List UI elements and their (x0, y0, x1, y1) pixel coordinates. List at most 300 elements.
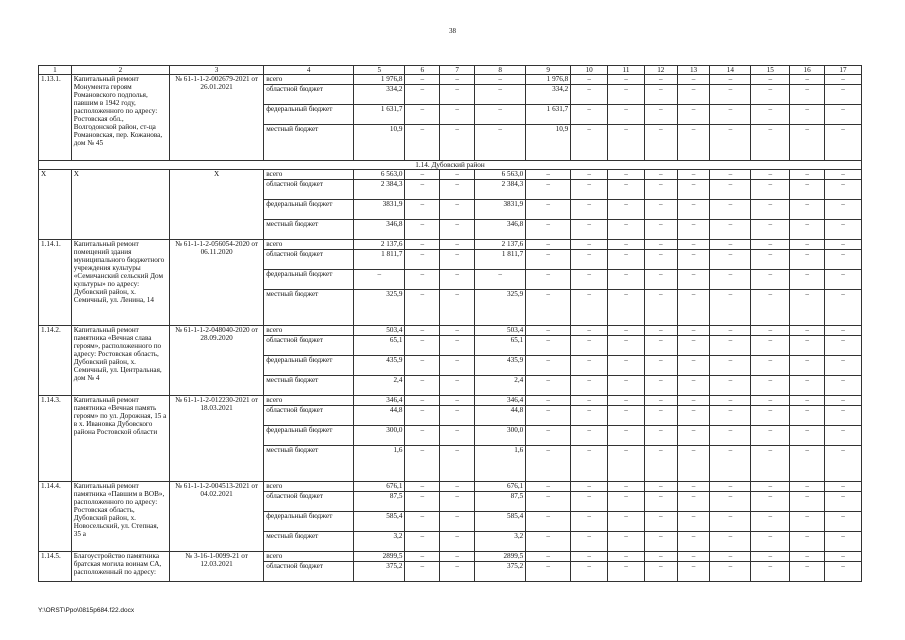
header-row (39, 66, 862, 75)
amount-cell: – (825, 270, 862, 290)
amount-cell: – (644, 85, 677, 105)
amount-cell: – (677, 336, 710, 356)
amount-cell: – (644, 270, 677, 290)
amount-cell: 10,9 (526, 125, 571, 161)
amount-cell: – (677, 125, 710, 161)
amount-cell: – (608, 290, 645, 326)
row-index: 1.14.3. (39, 396, 72, 482)
amount-cell: – (677, 356, 710, 376)
amount-cell: – (751, 492, 790, 512)
amount-cell: – (608, 406, 645, 426)
amount-cell: 3,2 (354, 532, 405, 552)
amount-cell: – (440, 492, 475, 512)
budget-source-label: федеральный бюджет (264, 426, 354, 446)
amount-cell: – (608, 75, 645, 85)
amount-cell: – (710, 446, 751, 482)
amount-cell: – (644, 105, 677, 125)
amount-cell: – (710, 406, 751, 426)
section-row (39, 161, 862, 170)
amount-cell: – (644, 170, 677, 180)
amount-cell: – (405, 105, 440, 125)
amount-cell: – (751, 426, 790, 446)
amount-cell: – (405, 482, 440, 492)
amount-cell: – (405, 492, 440, 512)
amount-cell: – (608, 492, 645, 512)
amount-cell: – (608, 250, 645, 270)
amount-cell: – (608, 552, 645, 562)
amount-cell: – (440, 170, 475, 180)
amount-cell: 325,9 (354, 290, 405, 326)
amount-cell: – (526, 492, 571, 512)
amount-cell: – (526, 446, 571, 482)
amount-cell: – (440, 290, 475, 326)
amount-cell: – (405, 270, 440, 290)
amount-cell: – (710, 336, 751, 356)
budget-source-label: федеральный бюджет (264, 356, 354, 376)
amount-cell: – (571, 406, 608, 426)
amount-cell: – (644, 200, 677, 220)
amount-cell: – (677, 446, 710, 482)
column-header: 9 (526, 66, 571, 75)
column-header: 15 (751, 66, 790, 75)
budget-source-label: всего (264, 552, 354, 562)
amount-cell: – (644, 492, 677, 512)
amount-cell: – (790, 290, 825, 326)
amount-cell: – (405, 512, 440, 532)
amount-cell: – (571, 200, 608, 220)
amount-cell: – (440, 85, 475, 105)
amount-cell: 334,2 (526, 85, 571, 105)
amount-cell: – (825, 250, 862, 270)
amount-cell: – (571, 356, 608, 376)
amount-cell: – (825, 326, 862, 336)
amount-cell: – (405, 406, 440, 426)
amount-cell: – (571, 512, 608, 532)
amount-cell: – (608, 240, 645, 250)
amount-cell: – (790, 512, 825, 532)
amount-cell: – (440, 336, 475, 356)
budget-source-label: областной бюджет (264, 250, 354, 270)
amount-cell: – (710, 356, 751, 376)
amount-cell: – (405, 170, 440, 180)
budget-source-label: всего (264, 326, 354, 336)
amount-cell: – (644, 356, 677, 376)
budget-source-label: областной бюджет (264, 492, 354, 512)
budget-source-label: федеральный бюджет (264, 200, 354, 220)
amount-cell: – (644, 512, 677, 532)
amount-cell: – (440, 250, 475, 270)
amount-cell: – (571, 170, 608, 180)
amount-cell: – (405, 376, 440, 396)
amount-cell: – (571, 326, 608, 336)
amount-cell: – (751, 200, 790, 220)
amount-cell: – (751, 270, 790, 290)
amount-cell: – (751, 105, 790, 125)
amount-cell: – (710, 290, 751, 326)
amount-cell: – (825, 170, 862, 180)
amount-cell: 2 137,6 (354, 240, 405, 250)
amount-cell: – (475, 270, 526, 290)
amount-cell: – (710, 512, 751, 532)
amount-cell: – (825, 376, 862, 396)
amount-cell: 676,1 (475, 482, 526, 492)
amount-cell: – (526, 482, 571, 492)
amount-cell: 2 384,3 (475, 180, 526, 200)
amount-cell: – (751, 240, 790, 250)
amount-cell: – (751, 180, 790, 200)
amount-cell: – (790, 105, 825, 125)
object-description: Капитальный ремонт памятника «Вечная слава героям», расположенного по адресу: Ростовская область, Дубовский район, х. Семичный, ул. Центральная, дом № 4 (71, 326, 169, 396)
amount-cell: – (751, 482, 790, 492)
amount-cell: – (677, 75, 710, 85)
budget-source-label: местный бюджет (264, 376, 354, 396)
amount-cell: – (677, 170, 710, 180)
amount-cell: – (825, 406, 862, 426)
amount-cell: – (751, 552, 790, 562)
amount-cell: – (571, 220, 608, 240)
amount-cell: – (440, 426, 475, 446)
amount-cell: 435,9 (354, 356, 405, 376)
expertise-conclusion: Х (170, 170, 264, 240)
amount-cell: – (790, 492, 825, 512)
budget-source-label: всего (264, 170, 354, 180)
amount-cell: – (526, 250, 571, 270)
budget-source-label: областной бюджет (264, 406, 354, 426)
amount-cell: – (440, 326, 475, 336)
amount-cell: – (825, 446, 862, 482)
amount-cell: 3,2 (475, 532, 526, 552)
amount-cell: – (608, 356, 645, 376)
amount-cell: – (526, 356, 571, 376)
amount-cell: – (825, 200, 862, 220)
amount-cell: 44,8 (354, 406, 405, 426)
amount-cell: – (677, 326, 710, 336)
budget-source-label: областной бюджет (264, 336, 354, 356)
budget-source-label: местный бюджет (264, 532, 354, 552)
amount-cell: – (644, 446, 677, 482)
amount-cell: – (825, 75, 862, 85)
column-header: 6 (405, 66, 440, 75)
amount-cell: – (571, 562, 608, 582)
amount-cell: – (710, 220, 751, 240)
amount-cell: – (644, 426, 677, 446)
amount-cell: – (475, 75, 526, 85)
amount-cell: – (608, 85, 645, 105)
expertise-conclusion: № 61-1-1-2-012230-2021 от 18.03.2021 (170, 396, 264, 482)
amount-cell: – (571, 85, 608, 105)
section-title: 1.14. Дубовский район (39, 161, 862, 170)
amount-cell: – (677, 180, 710, 200)
budget-source-label: местный бюджет (264, 125, 354, 161)
amount-cell: 334,2 (354, 85, 405, 105)
amount-cell: – (608, 482, 645, 492)
amount-cell: – (526, 512, 571, 532)
amount-cell: – (440, 552, 475, 562)
column-header: 5 (354, 66, 405, 75)
amount-cell: – (751, 170, 790, 180)
amount-cell: – (644, 125, 677, 161)
amount-cell: – (790, 200, 825, 220)
amount-cell: 325,9 (475, 290, 526, 326)
amount-cell: – (710, 270, 751, 290)
amount-cell: 375,2 (475, 562, 526, 582)
amount-cell: – (354, 270, 405, 290)
amount-cell: 503,4 (354, 326, 405, 336)
amount-cell: – (405, 180, 440, 200)
budget-source-label: федеральный бюджет (264, 270, 354, 290)
amount-cell: – (644, 250, 677, 270)
amount-cell: – (677, 482, 710, 492)
amount-cell: 1,6 (354, 446, 405, 482)
column-header: 1 (39, 66, 72, 75)
column-header: 2 (71, 66, 169, 75)
amount-cell: – (608, 562, 645, 582)
amount-cell: – (677, 512, 710, 532)
amount-cell: 6 563,0 (354, 170, 405, 180)
amount-cell: – (608, 200, 645, 220)
amount-cell: – (790, 250, 825, 270)
amount-cell: – (825, 336, 862, 356)
amount-cell: 1 811,7 (475, 250, 526, 270)
amount-cell: – (526, 562, 571, 582)
amount-cell: – (440, 532, 475, 552)
budget-source-label: всего (264, 240, 354, 250)
amount-cell: – (710, 105, 751, 125)
amount-cell: 3831,9 (354, 200, 405, 220)
object-description: Капитальный ремонт памятника «Павшим в ВОВ», расположенного по адресу: Ростовская область, Дубовский район, х. Новосельский, ул. Степная, 35 а (71, 482, 169, 552)
amount-cell: – (608, 326, 645, 336)
row-index: 1.14.1. (39, 240, 72, 326)
amount-cell: 346,8 (475, 220, 526, 240)
amount-cell: 2899,5 (475, 552, 526, 562)
column-header: 4 (264, 66, 354, 75)
amount-cell: – (405, 85, 440, 105)
column-header: 12 (644, 66, 677, 75)
amount-cell: – (405, 200, 440, 220)
row-index: 1.14.5. (39, 552, 72, 582)
amount-cell: 676,1 (354, 482, 405, 492)
amount-cell: – (790, 376, 825, 396)
amount-cell: – (825, 426, 862, 446)
amount-cell: – (526, 532, 571, 552)
amount-cell: – (440, 75, 475, 85)
amount-cell: – (405, 356, 440, 376)
amount-cell: – (571, 336, 608, 356)
amount-cell: – (677, 532, 710, 552)
amount-cell: – (405, 336, 440, 356)
budget-source-label: областной бюджет (264, 562, 354, 582)
amount-cell: – (608, 125, 645, 161)
amount-cell: – (710, 180, 751, 200)
amount-cell: – (751, 562, 790, 582)
amount-cell: – (751, 406, 790, 426)
amount-cell: – (571, 376, 608, 396)
amount-cell: – (825, 396, 862, 406)
column-header: 14 (710, 66, 751, 75)
amount-cell: – (571, 492, 608, 512)
amount-cell: – (608, 376, 645, 396)
amount-cell: – (405, 290, 440, 326)
amount-cell: 1 631,7 (526, 105, 571, 125)
row-index: 1.13.1. (39, 75, 72, 161)
amount-cell: 44,8 (475, 406, 526, 426)
amount-cell: – (571, 290, 608, 326)
amount-cell: – (475, 125, 526, 161)
amount-cell: – (440, 270, 475, 290)
column-header: 10 (571, 66, 608, 75)
amount-cell: – (405, 426, 440, 446)
amount-cell: – (825, 562, 862, 582)
table-row (39, 552, 862, 562)
amount-cell: – (526, 552, 571, 562)
amount-cell: – (608, 396, 645, 406)
amount-cell: – (710, 75, 751, 85)
amount-cell: – (677, 240, 710, 250)
amount-cell: – (440, 562, 475, 582)
amount-cell: – (526, 426, 571, 446)
amount-cell: – (790, 170, 825, 180)
object-description: Х (71, 170, 169, 240)
amount-cell: – (440, 446, 475, 482)
amount-cell: – (710, 426, 751, 446)
budget-source-label: местный бюджет (264, 220, 354, 240)
amount-cell: – (751, 512, 790, 532)
amount-cell: – (677, 492, 710, 512)
amount-cell: 503,4 (475, 326, 526, 336)
amount-cell: – (790, 406, 825, 426)
amount-cell: – (571, 532, 608, 552)
amount-cell: – (405, 552, 440, 562)
expertise-conclusion: № 61-1-1-2-002679-2021 от 26.01.2021 (170, 75, 264, 161)
row-index: Х (39, 170, 72, 240)
amount-cell: 1 811,7 (354, 250, 405, 270)
amount-cell: – (751, 356, 790, 376)
amount-cell: – (710, 85, 751, 105)
amount-cell: – (677, 200, 710, 220)
amount-cell: – (526, 240, 571, 250)
amount-cell: – (644, 552, 677, 562)
file-path-footer: Y:\ORST\Ppo\0815p684.f22.docx (38, 607, 135, 614)
budget-source-label: областной бюджет (264, 180, 354, 200)
amount-cell: – (571, 396, 608, 406)
amount-cell: – (825, 492, 862, 512)
amount-cell: 346,4 (354, 396, 405, 406)
amount-cell: – (644, 532, 677, 552)
amount-cell: – (405, 240, 440, 250)
amount-cell: – (440, 356, 475, 376)
amount-cell: – (751, 250, 790, 270)
amount-cell: 375,2 (354, 562, 405, 582)
amount-cell: – (440, 105, 475, 125)
amount-cell: – (790, 85, 825, 105)
amount-cell: – (608, 170, 645, 180)
amount-cell: – (571, 240, 608, 250)
amount-cell: – (790, 220, 825, 240)
amount-cell: – (526, 270, 571, 290)
table-row (39, 482, 862, 492)
amount-cell: 1,6 (475, 446, 526, 482)
budget-source-label: федеральный бюджет (264, 105, 354, 125)
amount-cell: – (710, 326, 751, 336)
amount-cell: 87,5 (354, 492, 405, 512)
amount-cell: – (790, 532, 825, 552)
amount-cell: – (405, 446, 440, 482)
amount-cell: – (608, 220, 645, 240)
amount-cell: – (405, 220, 440, 240)
amount-cell: 346,8 (354, 220, 405, 240)
amount-cell: – (677, 270, 710, 290)
column-header: 11 (608, 66, 645, 75)
amount-cell: – (790, 180, 825, 200)
amount-cell: – (571, 552, 608, 562)
page-number: 38 (449, 27, 456, 35)
amount-cell: – (825, 220, 862, 240)
column-header: 16 (790, 66, 825, 75)
amount-cell: 10,9 (354, 125, 405, 161)
amount-cell: – (475, 105, 526, 125)
amount-cell: – (644, 336, 677, 356)
amount-cell: – (526, 336, 571, 356)
amount-cell: – (710, 552, 751, 562)
amount-cell: 65,1 (354, 336, 405, 356)
amount-cell: – (608, 512, 645, 532)
amount-cell: – (571, 270, 608, 290)
amount-cell: – (440, 220, 475, 240)
amount-cell: – (677, 220, 710, 240)
row-index: 1.14.4. (39, 482, 72, 552)
amount-cell: – (440, 240, 475, 250)
amount-cell: – (790, 326, 825, 336)
amount-cell: – (710, 240, 751, 250)
amount-cell: – (677, 376, 710, 396)
amount-cell: – (790, 552, 825, 562)
amount-cell: – (644, 482, 677, 492)
amount-cell: – (644, 180, 677, 200)
amount-cell: – (526, 290, 571, 326)
amount-cell: – (405, 532, 440, 552)
amount-cell: 1 976,8 (354, 75, 405, 85)
amount-cell: – (475, 85, 526, 105)
amount-cell: – (405, 75, 440, 85)
amount-cell: – (710, 562, 751, 582)
amount-cell: – (608, 105, 645, 125)
amount-cell: 300,0 (354, 426, 405, 446)
column-header: 8 (475, 66, 526, 75)
amount-cell: – (644, 220, 677, 240)
amount-cell: – (440, 482, 475, 492)
amount-cell: – (440, 125, 475, 161)
amount-cell: – (751, 532, 790, 552)
amount-cell: – (790, 396, 825, 406)
amount-cell: 346,4 (475, 396, 526, 406)
expertise-conclusion: № 61-1-1-2-004513-2021 от 04.02.2021 (170, 482, 264, 552)
amount-cell: – (644, 562, 677, 582)
amount-cell: 87,5 (475, 492, 526, 512)
amount-cell: – (677, 105, 710, 125)
amount-cell: – (644, 290, 677, 326)
amount-cell: 300,0 (475, 426, 526, 446)
amount-cell: – (526, 170, 571, 180)
table-row (39, 170, 862, 180)
amount-cell: – (440, 180, 475, 200)
budget-source-label: всего (264, 482, 354, 492)
amount-cell: – (526, 326, 571, 336)
amount-cell: 2899,5 (354, 552, 405, 562)
amount-cell: – (644, 75, 677, 85)
amount-cell: 435,9 (475, 356, 526, 376)
amount-cell: – (790, 75, 825, 85)
amount-cell: – (790, 426, 825, 446)
